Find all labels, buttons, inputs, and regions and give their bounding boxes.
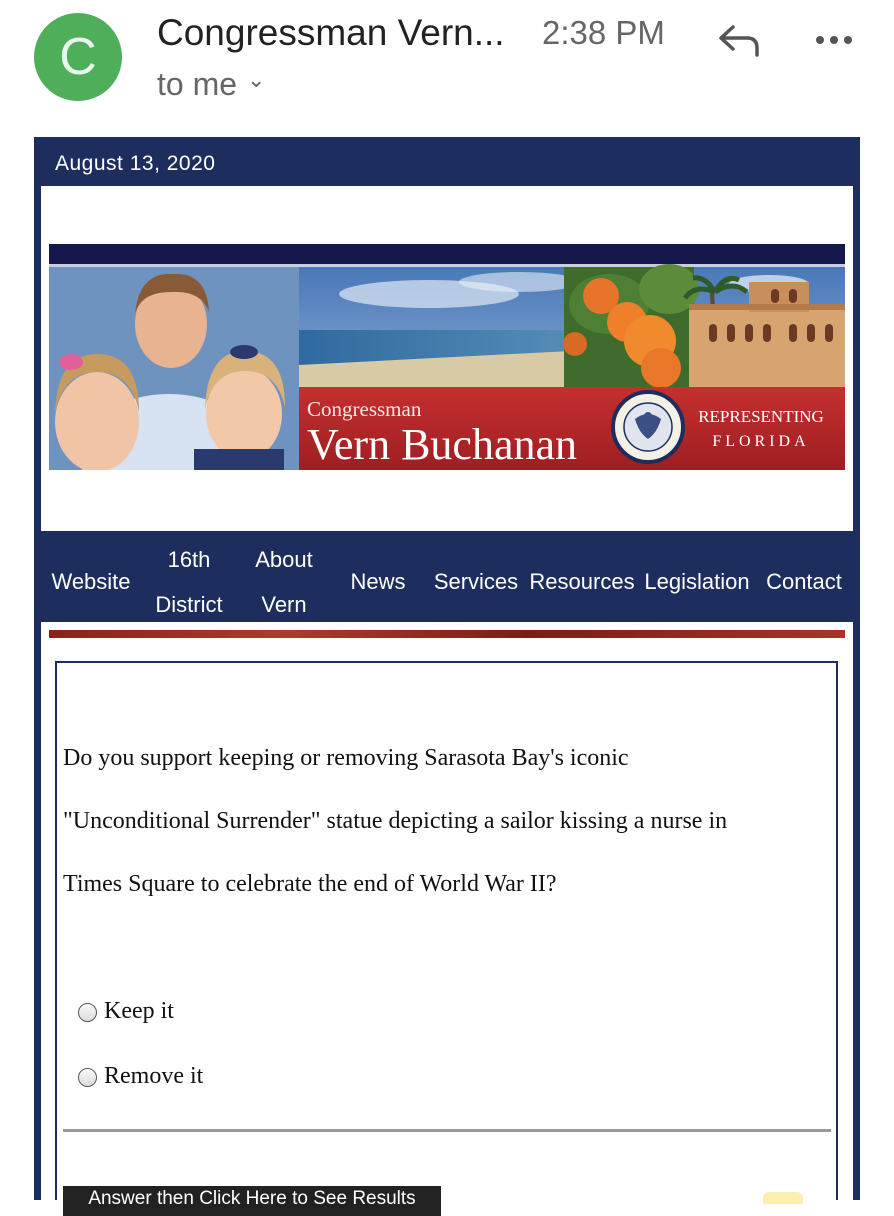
poll-option-keep-label[interactable]: Keep it — [104, 998, 174, 1024]
nav-about-vern-line2: Vern — [261, 592, 307, 617]
recipient-label: to me — [157, 66, 238, 102]
nav-about-vern-line1: About — [255, 547, 313, 572]
nav-legislation[interactable] — [638, 559, 756, 604]
nav-resources[interactable] — [524, 559, 640, 604]
nav-legislation-label: Legislation — [644, 569, 750, 594]
poll-option-remove-label[interactable]: Remove it — [104, 1063, 204, 1089]
nav-resources-label: Resources — [529, 569, 635, 594]
more-icon[interactable] — [814, 30, 854, 50]
banner-congressman-text: Congressman — [307, 397, 422, 421]
poll-question-line-3: Times Square to celebrate the end of World War II? — [63, 871, 557, 897]
chevron-down-icon: ⌄ — [247, 67, 266, 92]
banner-representing-text: REPRESENTING — [698, 407, 824, 426]
banner-state-text: FLORIDA — [712, 433, 810, 450]
house-seal-icon — [613, 392, 683, 462]
banner-image — [49, 244, 845, 470]
nav-16th-district-line2: District — [155, 592, 223, 617]
nav-website-label: Website — [51, 569, 131, 594]
nav-contact[interactable] — [758, 559, 850, 604]
poll-divider — [63, 1129, 831, 1132]
banner-name-text: Vern Buchanan — [307, 420, 578, 469]
nav-16th-district-line1: 16th — [167, 547, 211, 572]
poll-box — [55, 661, 838, 1200]
reply-icon[interactable] — [717, 22, 763, 58]
poll-question-line-1: Do you support keeping or removing Sarasota Bay's iconic — [63, 745, 629, 771]
nav-16th-district[interactable] — [143, 537, 235, 627]
sender-name[interactable]: Congressman Vern... — [157, 12, 505, 53]
nav-news[interactable] — [340, 559, 416, 604]
nav-services-label: Services — [433, 569, 519, 594]
see-results-button[interactable]: Answer then Click Here to See Results — [63, 1186, 441, 1216]
recipient-toggle[interactable] — [157, 66, 265, 103]
nav-contact-label: Contact — [766, 569, 842, 594]
nav-services[interactable] — [427, 559, 525, 604]
decorative-strip — [49, 630, 845, 638]
poll-option-keep-radio[interactable] — [78, 1003, 97, 1022]
poll-question-line-2: "Unconditional Surrender" statue depicting a sailor kissing a nurse in — [63, 808, 728, 834]
newsletter-date: August 13, 2020 — [55, 152, 216, 175]
email-time: 2:38 PM — [542, 14, 665, 51]
sender-avatar[interactable]: C — [34, 13, 122, 101]
poll-option-remove-radio[interactable] — [78, 1068, 97, 1087]
nav-news-label: News — [350, 569, 406, 594]
nav-website[interactable] — [41, 559, 141, 604]
nav-about-vern[interactable] — [240, 537, 328, 627]
yellow-tab — [763, 1192, 803, 1204]
